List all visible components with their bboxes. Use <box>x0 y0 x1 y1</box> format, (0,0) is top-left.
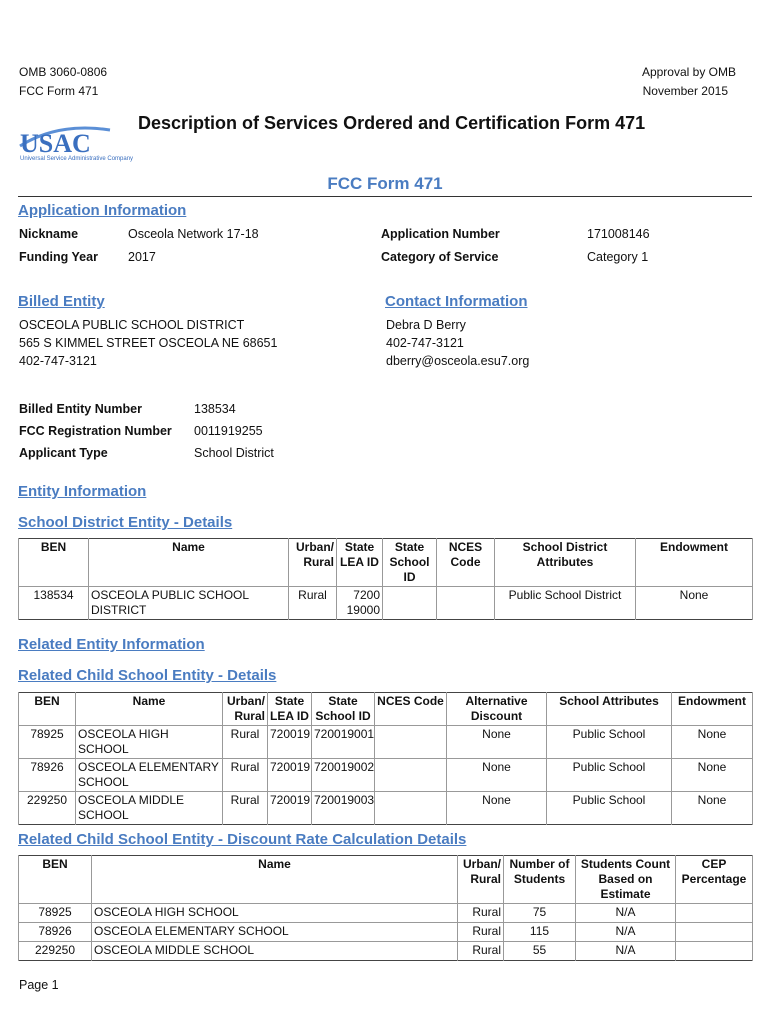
col-header: Urban/ Rural <box>289 539 337 587</box>
cell-school-id: 720019002 <box>312 759 375 792</box>
cell-school-id: 720019001 <box>312 726 375 759</box>
table-row <box>19 904 753 923</box>
page-title: Description of Services Ordered and Certification Form 471 <box>138 113 646 133</box>
col-header: NCES Code <box>437 539 495 587</box>
col-header: State School ID <box>383 539 437 587</box>
col-header: Name <box>92 856 458 904</box>
cell-ben: 138534 <box>19 587 89 620</box>
table-header-row <box>19 539 753 587</box>
col-header: State LEA ID <box>337 539 383 587</box>
billed-entity-number-label: Billed Entity Number <box>19 402 142 416</box>
cell-nces <box>375 759 447 792</box>
category-value: Category 1 <box>587 250 649 264</box>
cell-estimate: N/A <box>576 904 676 923</box>
cell-endowment: None <box>672 792 753 825</box>
district-entity-table <box>18 538 753 620</box>
cell-nces <box>375 726 447 759</box>
usac-logo <box>18 120 133 162</box>
col-header: School Attributes <box>547 693 672 726</box>
funding-year-value: 2017 <box>128 250 156 264</box>
cell-endowment: None <box>672 726 753 759</box>
table-row <box>19 759 753 792</box>
cell-cep <box>676 923 753 942</box>
col-header: BEN <box>19 856 92 904</box>
application-info-heading: Application Information <box>18 202 187 219</box>
cell-ben: 78925 <box>19 726 76 759</box>
cell-urban-rural: Rural <box>458 923 504 942</box>
cell-lea-id: 720019 <box>268 759 312 792</box>
omb-approval: Approval by OMB <box>641 65 736 79</box>
form-subtitle: FCC Form 471 <box>327 174 443 193</box>
form-id: FCC Form 471 <box>19 84 99 98</box>
approval-date: November 2015 <box>642 84 728 98</box>
cell-cep <box>676 942 753 961</box>
cell-name: OSCEOLA MIDDLE SCHOOL <box>92 942 458 961</box>
usac-logo-text: USAC <box>20 129 91 158</box>
table-row <box>19 942 753 961</box>
col-header: Urban/ Rural <box>223 693 268 726</box>
contact-info-heading: Contact Information <box>385 293 528 310</box>
cell-school-id <box>383 587 437 620</box>
district-details-heading: School District Entity - Details <box>18 514 233 531</box>
col-header: Name <box>89 539 289 587</box>
cell-ben: 229250 <box>19 942 92 961</box>
cell-name: OSCEOLA HIGH SCHOOL <box>76 726 223 759</box>
cell-nces <box>437 587 495 620</box>
cell-name: OSCEOLA ELEMENTARY SCHOOL <box>76 759 223 792</box>
category-label: Category of Service <box>381 250 499 264</box>
cell-attributes: Public School <box>547 759 672 792</box>
col-header: BEN <box>19 539 89 587</box>
cell-lea-id: 720019 <box>268 726 312 759</box>
fcc-registration-label: FCC Registration Number <box>19 424 172 438</box>
billed-entity-heading: Billed Entity <box>18 293 105 310</box>
cell-lea-id: 7200 19000 <box>337 587 383 620</box>
applicant-type: School District <box>194 446 274 460</box>
cell-urban-rural: Rural <box>458 904 504 923</box>
nickname-value: Osceola Network 17-18 <box>128 227 259 241</box>
col-header: State School ID <box>312 693 375 726</box>
application-number-label: Application Number <box>381 227 500 241</box>
cell-urban-rural: Rural <box>223 726 268 759</box>
header-rule <box>18 196 752 197</box>
col-header: Alternative Discount <box>447 693 547 726</box>
cell-students: 115 <box>504 923 576 942</box>
contact-phone: 402-747-3121 <box>386 336 464 350</box>
billed-entity-address: 565 S KIMMEL STREET OSCEOLA NE 68651 <box>19 336 278 350</box>
cell-urban-rural: Rural <box>458 942 504 961</box>
discount-calc-table <box>18 855 753 961</box>
col-header: BEN <box>19 693 76 726</box>
page-number: Page 1 <box>19 978 59 992</box>
cell-alt-discount: None <box>447 792 547 825</box>
omb-number: OMB 3060-0806 <box>19 65 108 79</box>
cell-attributes: Public School <box>547 792 672 825</box>
table-row <box>19 923 753 942</box>
contact-name: Debra D Berry <box>386 318 466 332</box>
table-header-row <box>19 856 753 904</box>
child-entity-table <box>18 692 753 825</box>
table-row <box>19 726 753 759</box>
related-entity-heading: Related Entity Information <box>18 636 205 653</box>
col-header: Urban/ Rural <box>458 856 504 904</box>
applicant-type-label: Applicant Type <box>19 446 108 460</box>
table-row <box>19 792 753 825</box>
cell-endowment: None <box>636 587 753 620</box>
cell-urban-rural: Rural <box>223 792 268 825</box>
funding-year-label: Funding Year <box>19 250 98 264</box>
col-header: CEP Percentage <box>676 856 753 904</box>
cell-urban-rural: Rural <box>289 587 337 620</box>
billed-entity-name: OSCEOLA PUBLIC SCHOOL DISTRICT <box>19 318 245 332</box>
col-header: Name <box>76 693 223 726</box>
cell-cep <box>676 904 753 923</box>
child-details-heading: Related Child School Entity - Details <box>18 667 277 684</box>
table-row <box>19 587 753 620</box>
cell-alt-discount: None <box>447 726 547 759</box>
billed-entity-number: 138534 <box>194 402 236 416</box>
cell-name: OSCEOLA HIGH SCHOOL <box>92 904 458 923</box>
cell-estimate: N/A <box>576 942 676 961</box>
cell-school-id: 720019003 <box>312 792 375 825</box>
col-header: Students Count Based on Estimate <box>576 856 676 904</box>
col-header: NCES Code <box>375 693 447 726</box>
cell-name: OSCEOLA ELEMENTARY SCHOOL <box>92 923 458 942</box>
cell-ben: 78925 <box>19 904 92 923</box>
contact-email: dberry@osceola.esu7.org <box>386 354 530 368</box>
col-header: Number of Students <box>504 856 576 904</box>
cell-alt-discount: None <box>447 759 547 792</box>
discount-details-heading: Related Child School Entity - Discount Rate Calculation Details <box>18 831 467 848</box>
cell-students: 75 <box>504 904 576 923</box>
table-header-row <box>19 693 753 726</box>
cell-name: OSCEOLA MIDDLE SCHOOL <box>76 792 223 825</box>
cell-estimate: N/A <box>576 923 676 942</box>
cell-name: OSCEOLA PUBLIC SCHOOL DISTRICT <box>89 587 289 620</box>
cell-ben: 78926 <box>19 923 92 942</box>
billed-entity-phone: 402-747-3121 <box>19 354 97 368</box>
cell-attributes: Public School District <box>495 587 636 620</box>
cell-lea-id: 720019 <box>268 792 312 825</box>
usac-logo-tagline: Universal Service Administrative Company <box>20 156 133 162</box>
col-header: Endowment <box>672 693 753 726</box>
nickname-label: Nickname <box>19 227 79 241</box>
fcc-registration-number: 0011919255 <box>194 424 263 438</box>
cell-ben: 229250 <box>19 792 76 825</box>
application-number-value: 171008146 <box>587 227 650 241</box>
cell-attributes: Public School <box>547 726 672 759</box>
col-header: State LEA ID <box>268 693 312 726</box>
cell-urban-rural: Rural <box>223 759 268 792</box>
cell-endowment: None <box>672 759 753 792</box>
col-header: School District Attributes <box>495 539 636 587</box>
cell-ben: 78926 <box>19 759 76 792</box>
col-header: Endowment <box>636 539 753 587</box>
cell-nces <box>375 792 447 825</box>
cell-students: 55 <box>504 942 576 961</box>
entity-info-heading: Entity Information <box>18 483 147 500</box>
